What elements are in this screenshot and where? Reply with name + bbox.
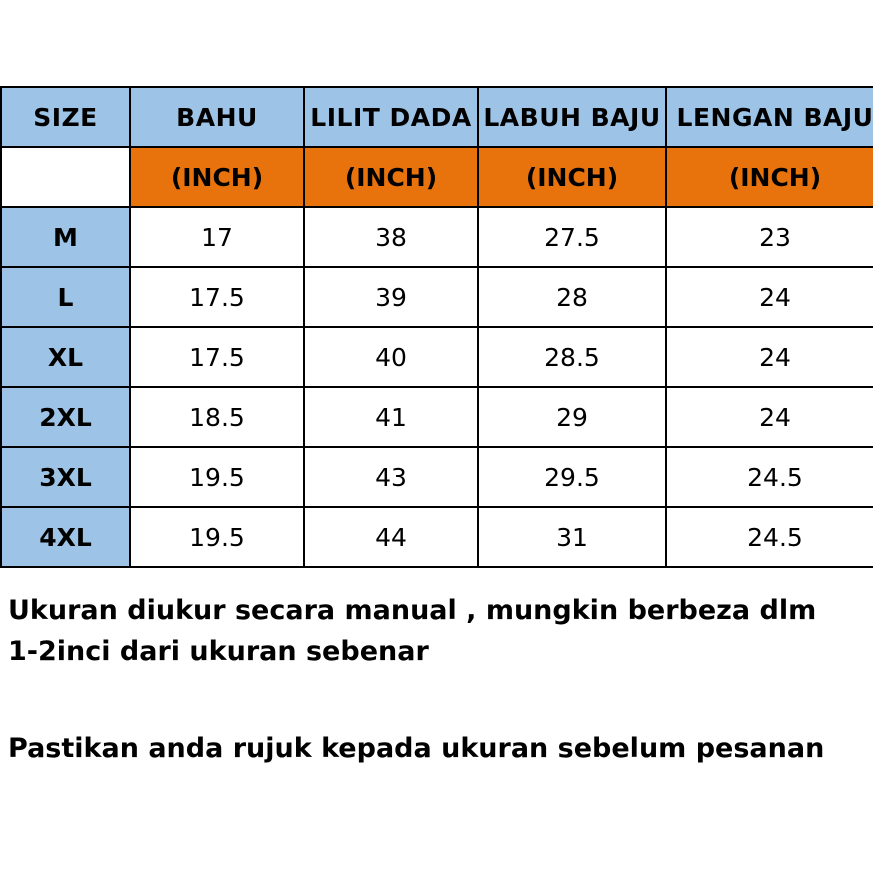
cell-bahu: 18.5 — [130, 387, 304, 447]
cell-lilit-dada: 43 — [304, 447, 478, 507]
notes-spacer — [8, 672, 868, 728]
table-header-row-2 — [1, 147, 873, 207]
cell-labuh-baju: 28.5 — [478, 327, 666, 387]
note-line-1: Ukuran diukur secara manual , mungkin berbeza dlm — [8, 595, 817, 626]
table-row — [1, 207, 873, 267]
cell-lilit-dada: 44 — [304, 507, 478, 567]
cell-lengan-baju: 24.5 — [666, 447, 873, 507]
header-bahu: BAHU — [130, 87, 304, 147]
cell-bahu: 19.5 — [130, 507, 304, 567]
header-unit-labuh-baju: (INCH) — [478, 147, 666, 207]
header-lengan-baju: LENGAN BAJU — [666, 87, 873, 147]
size-chart-table — [0, 86, 873, 568]
note-line-2: 1-2inci dari ukuran sebenar — [8, 636, 429, 667]
cell-size: M — [1, 207, 130, 267]
header-unit-lilit-dada: (INCH) — [304, 147, 478, 207]
cell-labuh-baju: 27.5 — [478, 207, 666, 267]
header-unit-bahu: (INCH) — [130, 147, 304, 207]
cell-lilit-dada: 41 — [304, 387, 478, 447]
cell-lengan-baju: 24 — [666, 327, 873, 387]
header-labuh-baju: LABUH BAJU — [478, 87, 666, 147]
header-lilit-dada: LILIT DADA — [304, 87, 478, 147]
cell-labuh-baju: 29.5 — [478, 447, 666, 507]
cell-lengan-baju: 24 — [666, 267, 873, 327]
cell-lilit-dada: 40 — [304, 327, 478, 387]
cell-bahu: 17.5 — [130, 267, 304, 327]
notes-section — [8, 590, 868, 769]
cell-bahu: 17 — [130, 207, 304, 267]
table-header-row-1 — [1, 87, 873, 147]
cell-lengan-baju: 23 — [666, 207, 873, 267]
cell-lilit-dada: 39 — [304, 267, 478, 327]
cell-size: 4XL — [1, 507, 130, 567]
cell-size: XL — [1, 327, 130, 387]
header-unit-lengan-baju: (INCH) — [666, 147, 873, 207]
table-row — [1, 507, 873, 567]
cell-labuh-baju: 28 — [478, 267, 666, 327]
cell-lengan-baju: 24 — [666, 387, 873, 447]
note-line-3: Pastikan anda rujuk kepada ukuran sebelum pesanan — [8, 733, 825, 764]
header-size: SIZE — [1, 87, 130, 147]
cell-lengan-baju: 24.5 — [666, 507, 873, 567]
cell-bahu: 19.5 — [130, 447, 304, 507]
cell-size: 3XL — [1, 447, 130, 507]
table-row — [1, 267, 873, 327]
cell-labuh-baju: 29 — [478, 387, 666, 447]
cell-size: 2XL — [1, 387, 130, 447]
cell-bahu: 17.5 — [130, 327, 304, 387]
cell-labuh-baju: 31 — [478, 507, 666, 567]
table-row — [1, 447, 873, 507]
header-unit-blank — [1, 147, 130, 207]
table-row — [1, 387, 873, 447]
table-row — [1, 327, 873, 387]
cell-lilit-dada: 38 — [304, 207, 478, 267]
cell-size: L — [1, 267, 130, 327]
